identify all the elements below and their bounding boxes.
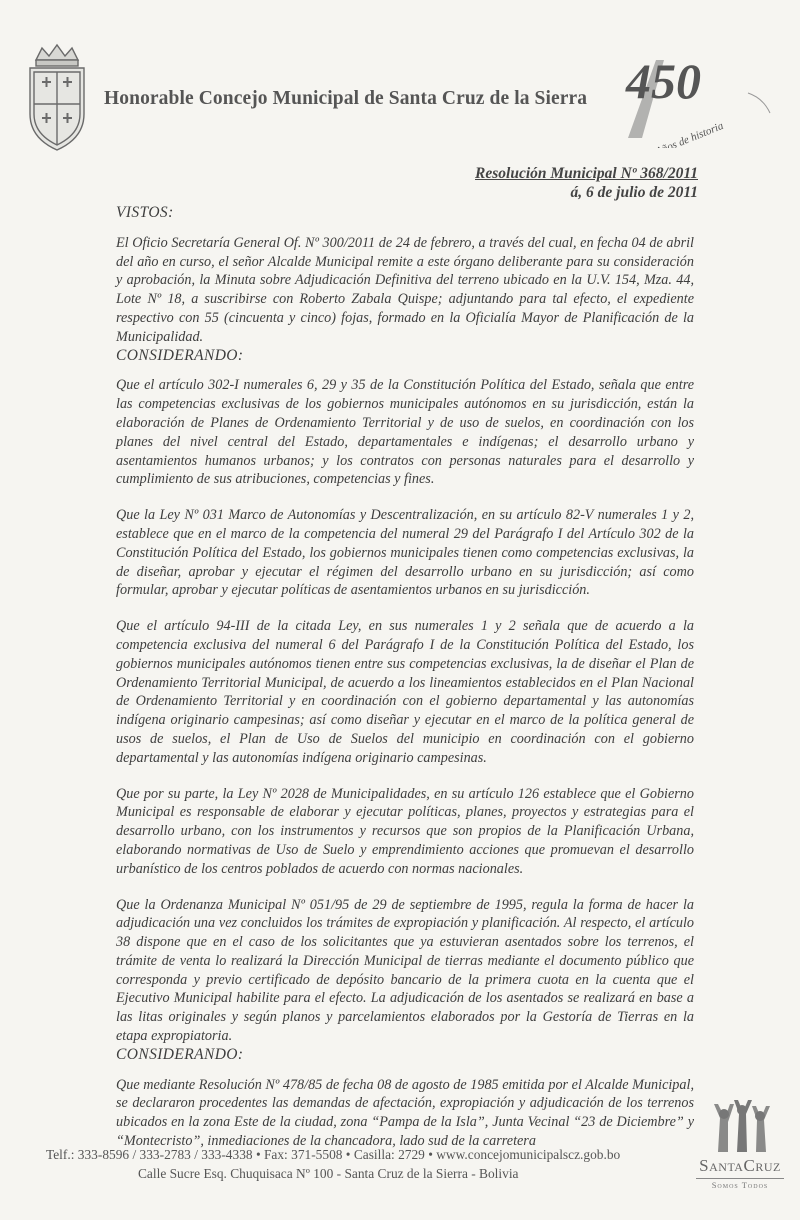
section-considerando-2 <box>116 1046 694 1151</box>
paragraph: Que la Ley Nº 031 Marco de Autonomías y Descentralización, en su artículo 82-V numerales 1 y 2, establece que en el marco de la competencia del numeral 29 del Parágrafo I del Artículo 302 de la Constitución Política del Estado, los gobiernos municipales tienen como competencias exclusivas, la de diseñar, aprobar y ejecutar el régimen del desarrollo urbano en su jurisdicción; así como formular, aprobar y ejecutar políticas de asentamientos urbanos en su jurisdicción. <box>116 507 694 599</box>
section-heading: VISTOS: <box>116 204 174 221</box>
section-heading: CONSIDERANDO: <box>116 346 244 364</box>
paragraph: Que la Ordenanza Municipal Nº 051/95 de 29 de septiembre de 1995, regula la forma de hacer la adjudicación una vez concluidos los trámites de expropiación y planificación. Al respecto, el artículo 38 dispone que en el caso de los solicitantes que ya estuvieran asentados sobre los terrenos, el trámite de venta lo realizará la Dirección Municipal de tierras mediante el documento público que corresponda y previo certificado de depósito bancario de la primera cuota en la cuenta que el Ejecutivo Municipal habilite para el efecto. La adjudicación de los asentados se realizará en base a las litas originales y según planos y parcelamientos elaborados por la Gestoría de Tierras en la etapa expropiatoria. <box>116 896 694 1045</box>
document-body <box>116 204 694 1151</box>
document-footer <box>46 1145 706 1183</box>
anniversary-caption: Años de historia <box>653 119 726 148</box>
institution-title: Honorable Concejo Municipal de Santa Cruz de la Sierra <box>104 88 588 109</box>
contact-line: Telf.: 333-8596 / 333-2783 / 333-4338 • Fax: 371-5508 • Casilla: 2729 • www.concejomunicipalscz.gob.bo <box>46 1147 621 1162</box>
section-vistos <box>116 204 694 347</box>
resolution-number: Resolución Municipal Nº 368/2011 <box>475 165 698 182</box>
anniversary-number: 450 <box>626 53 701 109</box>
coat-of-arms-icon <box>22 42 92 154</box>
address-line: Calle Sucre Esq. Chuquisaca Nº 100 - Santa Cruz de la Sierra - Bolivia <box>138 1166 519 1181</box>
paragraph: Que mediante Resolución Nº 478/85 de fecha 08 de agosto de 1985 emitida por el Alcalde Municipal, se declararon procedentes las demandas de afectación, expropiación y adjudicación de los terrenos ubicados en la zona Este de la ciudad, zona “Pampa de la Isla”, Junta Vecinal “23 de Diciembre” y “Montecristo”, inmediaciones de la chancadora, lado sud de la carretera <box>116 1076 694 1150</box>
resolution-reference <box>475 164 698 202</box>
santa-cruz-logo <box>696 1096 784 1216</box>
paragraph: Que por su parte, la Ley Nº 2028 de Municipalidades, en su artículo 126 establece que el Gobierno Municipal es responsable de elaborar y ejecutar políticas, planes, proyectos y estrategias para el desarrollo urbano, con los instrumentos y recursos que son propios de la Planificación Urbana, elaborando normativas de Uso de Suelo y emprendimiento acciones que promuevan el desarrollo urbanístico de los centros poblados de acuerdo con normas nacionales. <box>116 785 694 877</box>
people-figures-icon <box>696 1096 784 1156</box>
section-heading: CONSIDERANDO: <box>116 1045 244 1063</box>
paragraph: Que el artículo 302-I numerales 6, 29 y 35 de la Constitución Política del Estado, señala que entre las competencias exclusivas de los gobiernos municipales autónomos en su jurisdicción, están la elaboración de Planes de Ordenamiento Territorial y de uso de suelos, en coordinación con los planes del nivel central del Estado, departamentales e indígenas; el desarrollo urbano y asentamientos humanos urbanos; y los contratos con personas naturales para el desarrollo y cumplimiento de sus atribuciones, competencias y fines. <box>116 377 694 488</box>
paragraph: Que el artículo 94-III de la citada Ley, en sus numerales 1 y 2 señala que de acuerdo a la competencia exclusiva del numeral 6 del Parágrafo I de la Constitución Política del Estado, los gobiernos municipales autónomos tienen entre sus competencias exclusivas, la de diseñar el Plan de Ordenamiento Territorial Municipal, de acuerdo a los lineamientos establecidos en el Plan Nacional de Ordenamiento Territorial y en coordinación con el gobierno departamental y las autonomías indígena originario campesinas; así como diseñar y ejecutar en el marco de la política general de usos de suelos, el Plan de Uso de Suelos del municipio en coordinación con el gobierno departamental y las autonomías indígena originario campesinas. <box>116 618 694 766</box>
logo-tagline: Somos Todos <box>696 1178 784 1190</box>
logo-brand: SantaCruz <box>699 1156 781 1175</box>
paragraph: El Oficio Secretaría General Of. Nº 300/2011 de 24 de febrero, a través del cual, en fecha 04 de abril del año en curso, el señor Alcalde Municipal remite a este órgano deliberante para su consideración y aprobación, la Minuta sobre Adjudicación Definitiva del terreno ubicado en la U.V. 154, Mza. 44, Lote Nº 18, a suscribirse con Roberto Zabala Quispe; adjuntando para tal efecto, el expediente respectivo con 55 (cincuenta y cinco) fojas, formado en la Oficialía Mayor de Planificación de la Municipalidad. <box>116 234 694 345</box>
resolution-date: á, 6 de julio de 2011 <box>570 184 698 201</box>
section-considerando-1 <box>116 347 694 1046</box>
anniversary-logo <box>598 38 778 148</box>
